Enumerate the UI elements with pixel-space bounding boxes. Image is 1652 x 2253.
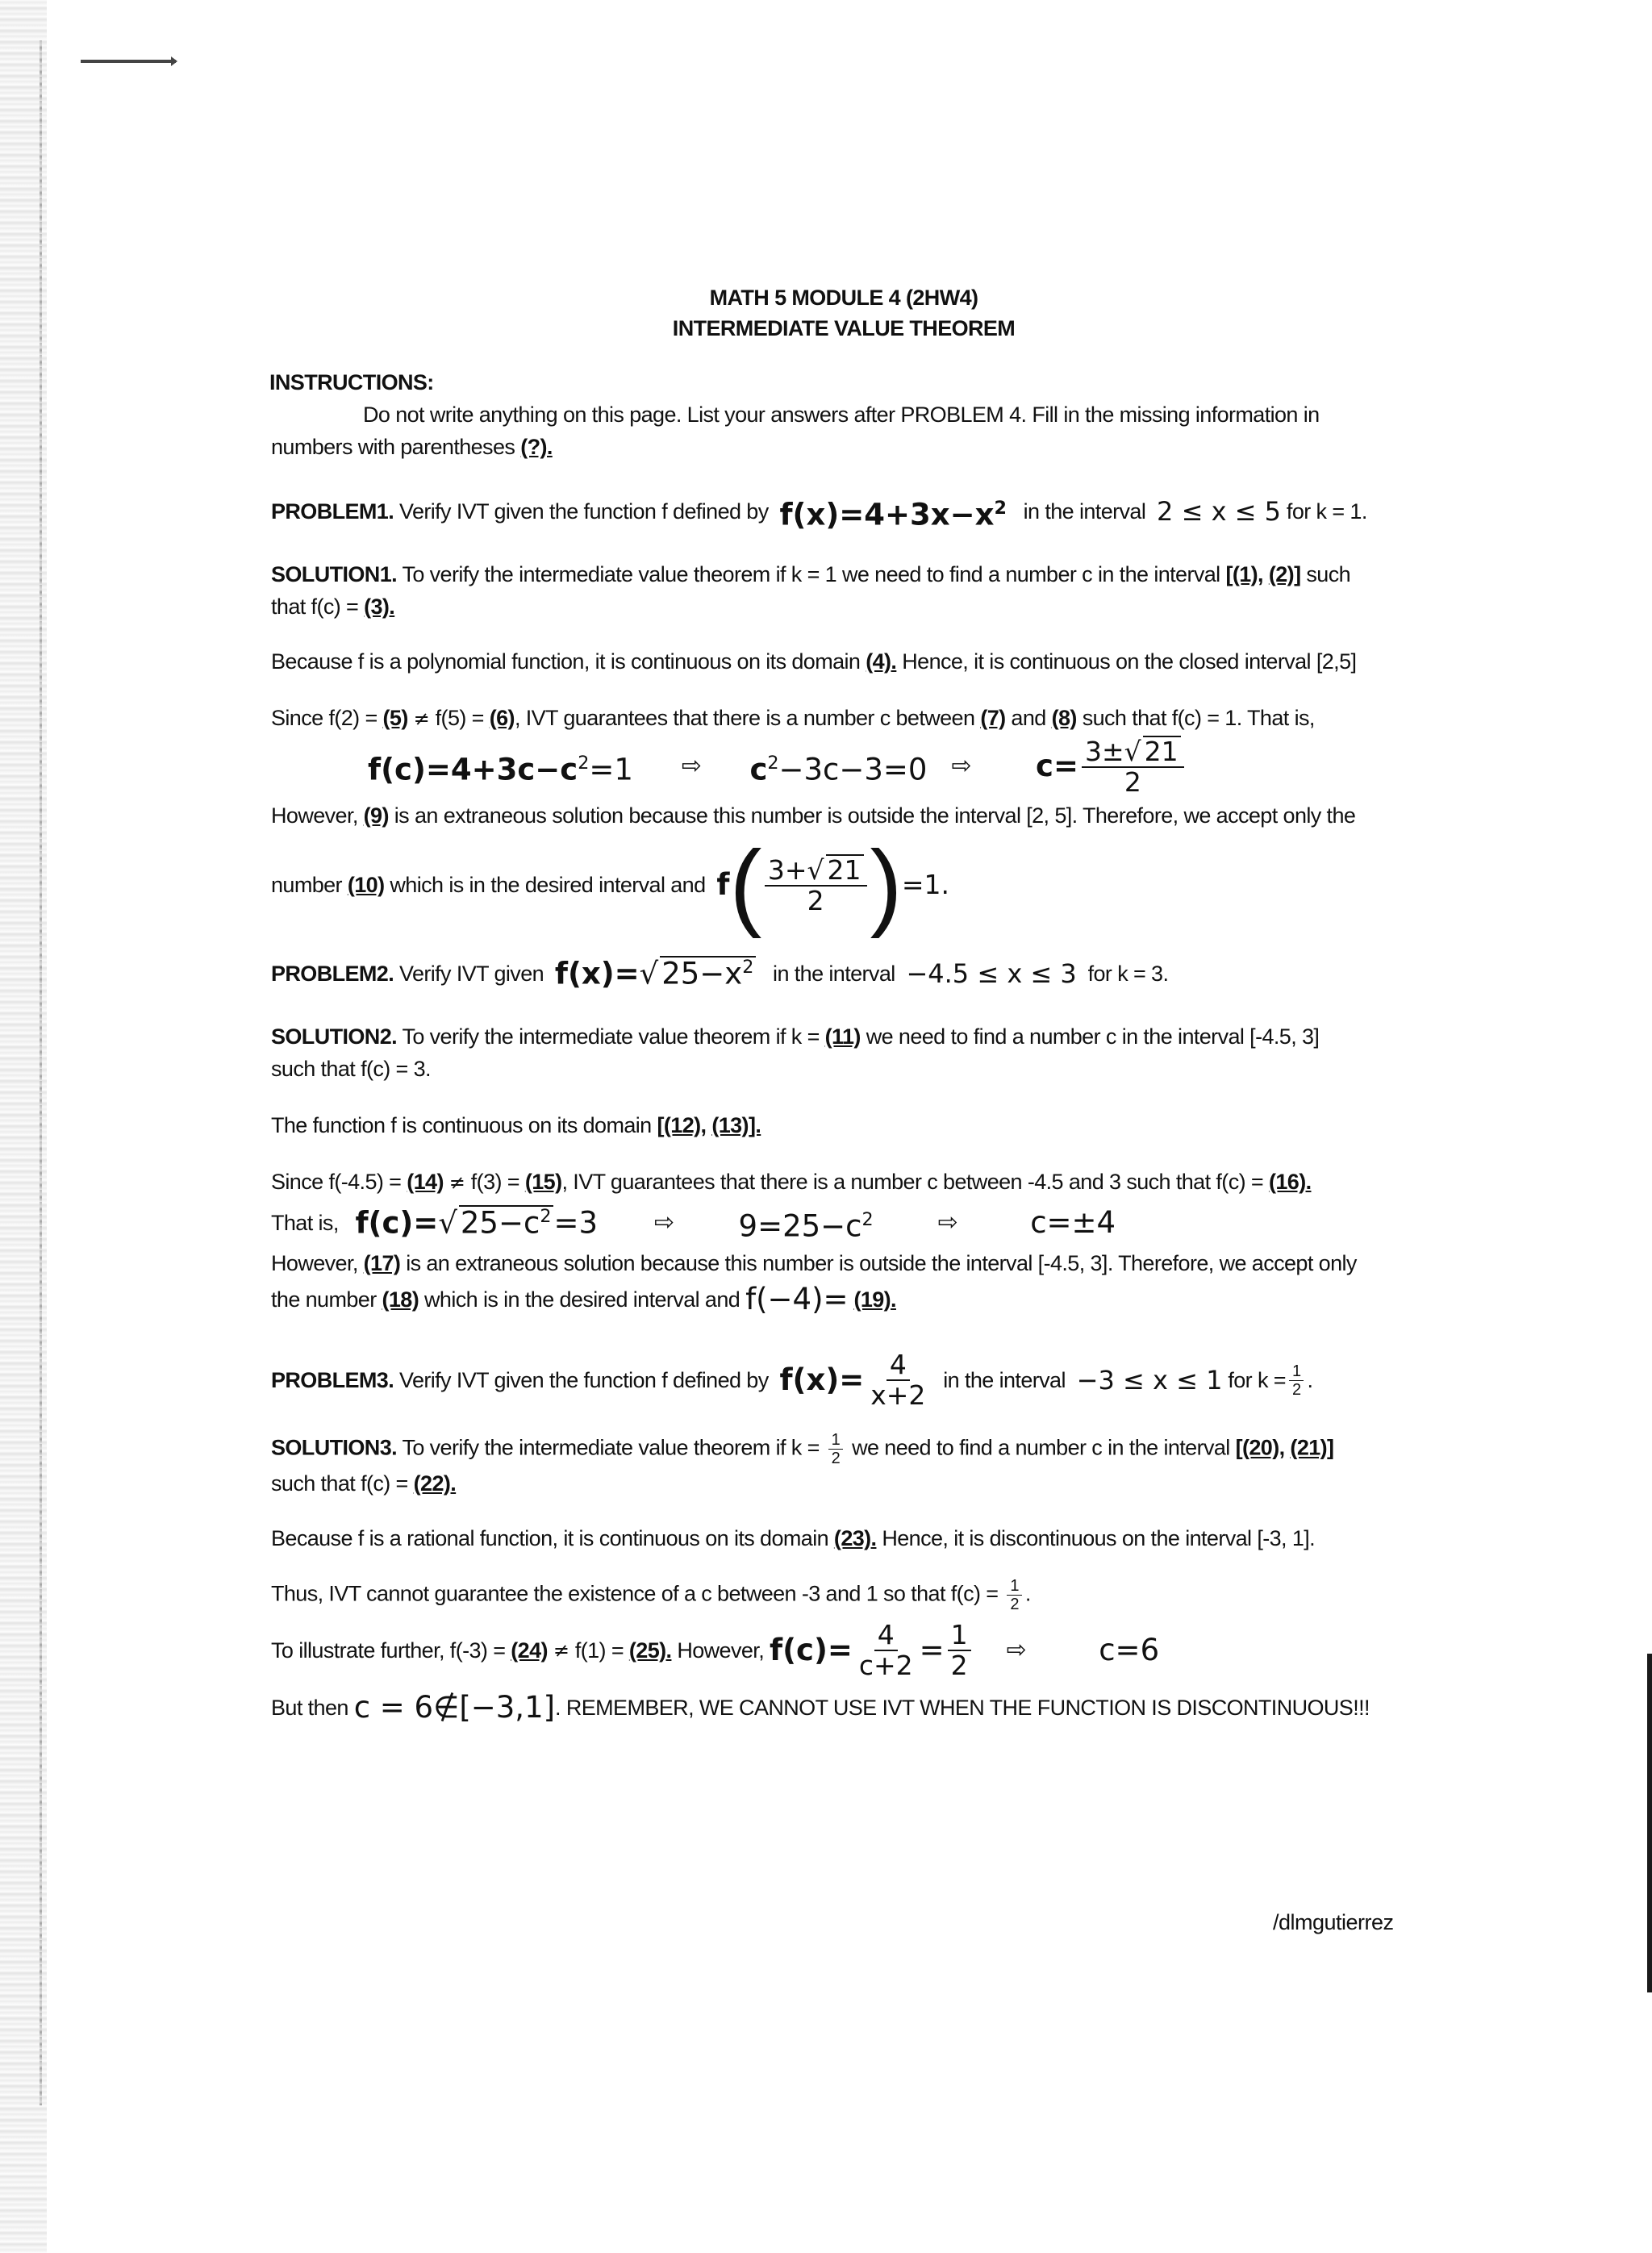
- equation-8: c=6: [1099, 1633, 1160, 1667]
- right-paren: ): [870, 831, 902, 939]
- problem2: PROBLEM2. Verify IVT given f(x)=√ $25-x^2$ in the interval −4.5 ≤ x ≤ 3 for k = 3.: [271, 956, 1169, 991]
- blank-8: (8): [1051, 706, 1077, 730]
- equation-5: $9=25-c^2$: [738, 1208, 874, 1244]
- solution3-para-2: Because f is a rational function, it is continuous on its domain (23). Hence, it is discontinuous on the interval [-3, 1].: [271, 1526, 1316, 1550]
- problem2-label: PROBLEM2.: [271, 962, 394, 986]
- blank-19: (19).: [853, 1287, 896, 1312]
- blank-5: (5): [382, 706, 408, 730]
- blank-21: (21)]: [1290, 1435, 1334, 1460]
- blank-23: (23).: [833, 1526, 877, 1550]
- problem1-text-c: for k = 1.: [1286, 499, 1367, 524]
- instructions-line-2: [271, 431, 1416, 463]
- problem3: PROBLEM3. Verify IVT given the function f defined by f(x)= $\frac{4}{x+2}$ in the interval −3 ≤ x ≤ 1 for k = $\frac{1}{2}$ .: [271, 1348, 1313, 1411]
- problem3-label: PROBLEM3.: [271, 1368, 394, 1392]
- blank-4: (4).: [866, 649, 897, 674]
- implies-arrow-icon: ⇨: [654, 1209, 674, 1236]
- f-of-minus-four: f(−4)=: [745, 1282, 849, 1316]
- solution2-para-4: However, (17) is an extraneous solution because this number is outside the interval [-4.5, 3]. Therefore, we accept only: [271, 1251, 1357, 1275]
- corner-pen-mark: [81, 60, 176, 63]
- problem1-text-a: Verify IVT given the function f defined by: [399, 499, 769, 524]
- equation-3: c= $\frac{3\pm√ 21}{2}$: [1036, 736, 1187, 798]
- scan-right-edge: [1647, 1654, 1652, 1992]
- blank-22: (22).: [413, 1471, 457, 1496]
- blank-14: (14): [407, 1170, 444, 1194]
- instructions-label: INSTRUCTIONS:: [269, 370, 434, 394]
- solution1-para-3: Since f(2) = (5) ≠ f(5) = (6), IVT guarantees that there is a number c between (7) and (8) such that f(c) = 1. That is,: [271, 706, 1315, 730]
- solution2-para-2: The function f is continuous on its domain [(12), (13)].: [271, 1113, 761, 1137]
- implies-arrow-icon: ⇨: [1006, 1637, 1027, 1663]
- solution1-equations: [368, 735, 1416, 798]
- k-fraction: $\frac{1}{2}$: [1289, 1362, 1304, 1399]
- blank-7: (7): [980, 706, 1006, 730]
- equation-4: f(c)=√ $25-c^2=3$: [355, 1205, 598, 1241]
- implies-arrow-icon: ⇨: [937, 1209, 958, 1236]
- document-subtitle: INTERMEDIATE VALUE THEOREM: [672, 316, 1016, 340]
- solution3-para-4: To illustrate further, f(-3) = (24) ≠ f(1) = (25). However, f(c)= $\frac{4}{c+2}$ = $\frac{1}{2}$ ⇨ c=6: [271, 1618, 1160, 1681]
- worksheet-page: [271, 282, 1416, 1728]
- document-title: MATH 5 MODULE 4 (2HW4): [709, 286, 978, 310]
- not-in-interval: c = 6∉[−3,1]: [353, 1690, 556, 1725]
- blank-20: [(20),: [1235, 1435, 1285, 1460]
- solution3-para-5: But then c = 6∉[−3,1] . REMEMBER, WE CANNOT USE IVT WHEN THE FUNCTION IS DISCONTINUOUS!!!: [271, 1690, 1370, 1725]
- blank-2: (2)]: [1268, 562, 1301, 586]
- problem1-label: PROBLEM1.: [271, 499, 394, 524]
- author-signature: /dlmgutierrez: [1273, 1910, 1394, 1934]
- instructions-line-1: Do not write anything on this page. List your answers after PROBLEM 4. Fill in the missing information in: [363, 403, 1320, 427]
- blank-10: (10): [347, 873, 385, 897]
- solution3-para-3: Thus, IVT cannot guarantee the existence of a c between -3 and 1 so that f(c) = $\frac{1}{2}$ .: [271, 1577, 1031, 1613]
- solution3-para-1: SOLUTION3. To verify the intermediate value theorem if k = $\frac{1}{2}$ we need to find a number c in the interval [(20), (21)] such that f(c) = (22).: [271, 1431, 1334, 1496]
- solution3-label: SOLUTION3.: [271, 1435, 398, 1460]
- problem3-function: f(x)= $\frac{4}{x+2}$: [779, 1348, 926, 1411]
- blank-25: (25).: [628, 1638, 672, 1663]
- implies-arrow-icon: ⇨: [681, 753, 702, 779]
- instructions-text: numbers with parentheses: [271, 435, 515, 459]
- blank-15: (15): [524, 1170, 562, 1194]
- blank-9: (9): [363, 803, 389, 828]
- equation-2: $c^2-3c-3=0$: [749, 752, 928, 787]
- blank-16: (16).: [1268, 1170, 1312, 1194]
- f-argument-fraction: $\frac{3+√ 21}{2}$: [765, 854, 867, 916]
- solution2-label: SOLUTION2.: [271, 1024, 398, 1049]
- blank-1: [(1),: [1225, 562, 1263, 586]
- problem1-text-b: in the interval: [1023, 499, 1146, 524]
- solution1-para-2: Because f is a polynomial function, it is continuous on its domain (4). Hence, it is continuous on the closed interval [2,5]: [271, 649, 1357, 674]
- blank-12: [(12),: [657, 1113, 707, 1137]
- equation-3-fraction: $\frac{3\pm√ 21}{2}$: [1082, 736, 1184, 798]
- solution1-label: SOLUTION1.: [271, 562, 398, 586]
- implies-arrow-icon: ⇨: [951, 753, 972, 779]
- blank-13: (13)].: [711, 1113, 761, 1137]
- solution1-para-5: number (10) which is in the desired interval and f ( $\frac{3+√ 21}{2}$ ) =1.: [271, 831, 950, 939]
- blank-24: (24): [511, 1638, 548, 1663]
- problem1-interval: 2 ≤ x ≤ 5: [1157, 496, 1282, 527]
- left-paren: (: [729, 831, 761, 939]
- solution2-para-3: Since f(-4.5) = (14) ≠ f(3) = (15), IVT guarantees that there is a number c between -4.5 and 3 such that f(c) = (16).: [271, 1170, 1312, 1194]
- blank-17: (17): [363, 1251, 401, 1275]
- problem2-interval: −4.5 ≤ x ≤ 3: [906, 958, 1077, 989]
- solution2-para-1: SOLUTION2. To verify the intermediate value theorem if k = (11) we need to find a number c in the interval [-4.5, 3] such that f(c) = 3.: [271, 1024, 1320, 1081]
- equation-1: $f(c)=4+3c-c^2=1$: [368, 752, 633, 787]
- problem1-function: $f(x)=4+3x-x^2$: [779, 497, 1007, 532]
- blank-placeholder: (?).: [520, 435, 553, 459]
- solution1-para-4: However, (9) is an extraneous solution because this number is outside the interval [2, 5]. Therefore, we accept only the: [271, 803, 1356, 828]
- scan-left-edge: [0, 0, 47, 2253]
- blank-6: (6): [489, 706, 515, 730]
- solution2-equations: That is, f(c)=√ $25-c^2=3$ ⇨ $9=25-c^2$ ⇨ c=±4: [271, 1199, 1416, 1247]
- equation-7: f(c)= $\frac{4}{c+2}$ = $\frac{1}{2}$: [770, 1621, 974, 1681]
- problem1: [271, 494, 1416, 532]
- problem2-function: f(x)=√ $25-x^2$: [555, 956, 756, 991]
- problem3-interval: −3 ≤ x ≤ 1: [1076, 1365, 1223, 1396]
- blank-18: (18): [382, 1287, 419, 1312]
- f-symbol: f: [716, 867, 730, 902]
- solution1-para-1: SOLUTION1. To verify the intermediate value theorem if k = 1 we need to find a number c in the interval [(1), (2)] such that f(c) = (3).: [271, 562, 1351, 619]
- solution2-para-5: the number (18) which is in the desired interval and f(−4)= (19).: [271, 1282, 896, 1316]
- blank-11: (11): [824, 1024, 861, 1049]
- equation-6: c=±4: [1030, 1205, 1116, 1240]
- equals-one: =1.: [901, 869, 950, 900]
- blank-3: (3).: [364, 595, 395, 619]
